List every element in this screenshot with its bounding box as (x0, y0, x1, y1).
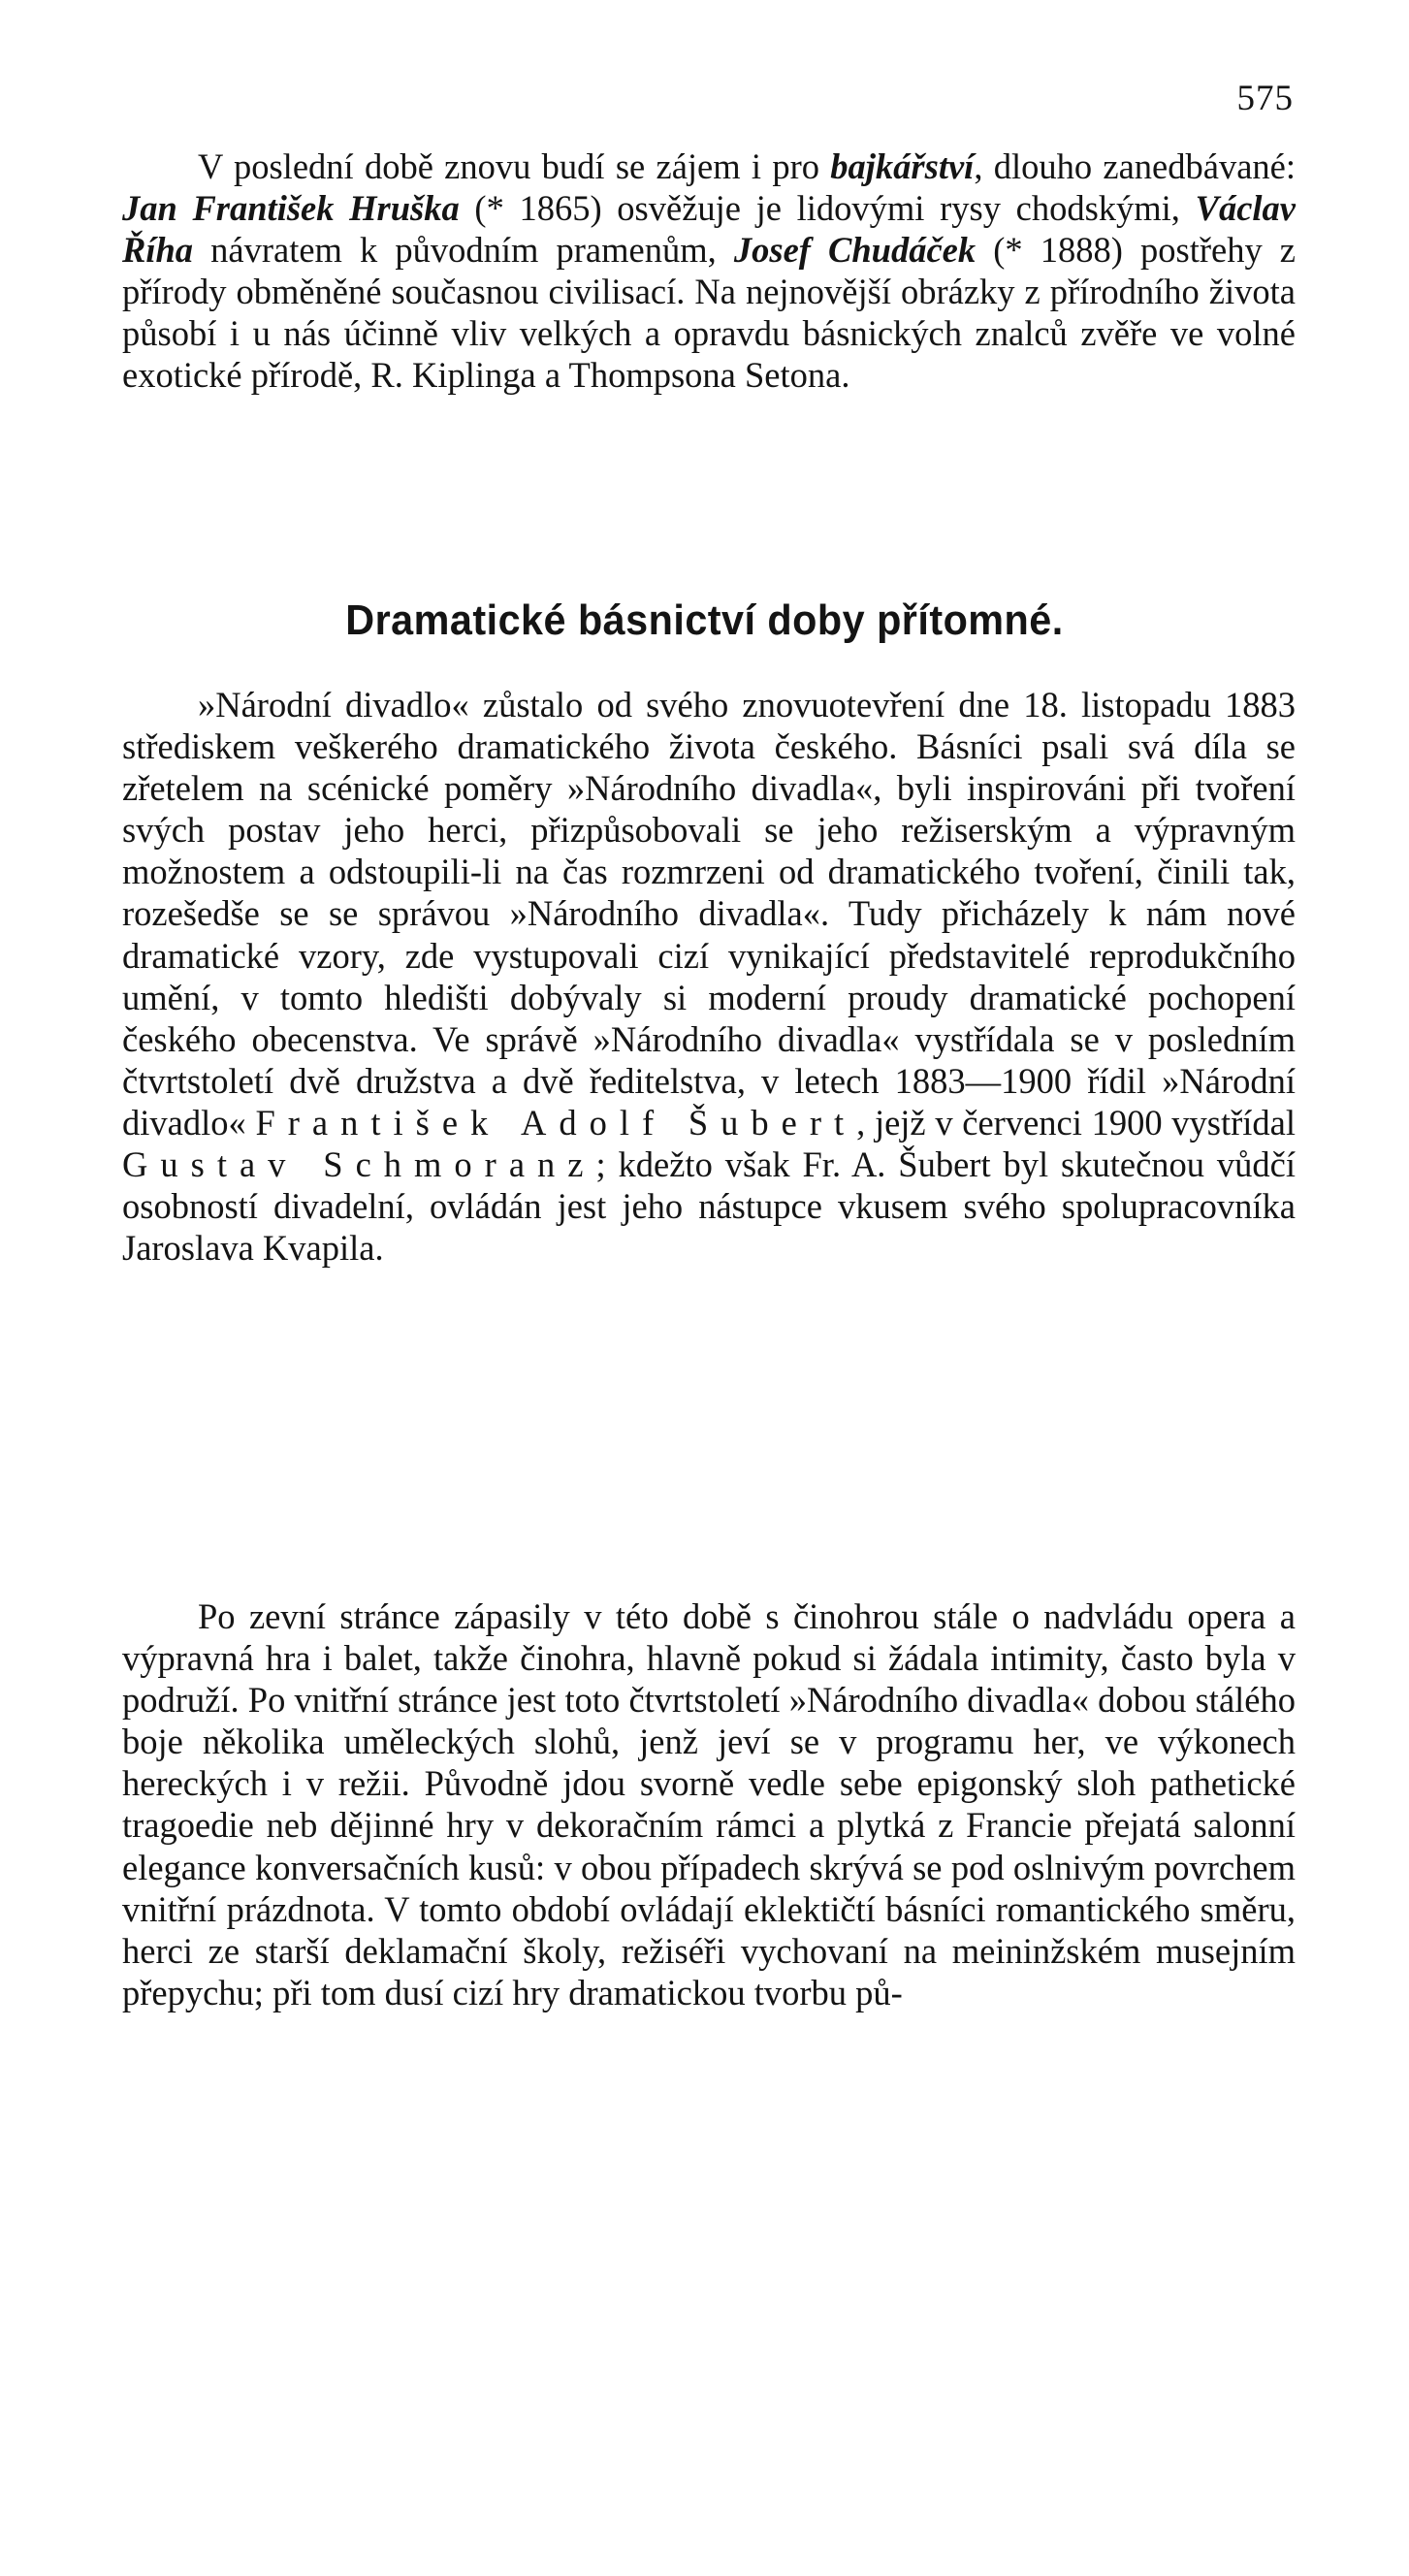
text: (* 1865) osvěžuje je lidovými rysy chodskými, (459, 188, 1196, 229)
text: návratem k původním pramenům, (193, 230, 734, 271)
text: ; kdežto však Fr. A. Šubert byl skutečnou vůdčí osobností divadelní, ovládán jest jeho nástupce vkusem svého spolupracovníka Jaroslava Kvapila. (122, 1144, 1296, 1269)
paragraph-drama-styles (122, 1595, 1296, 2013)
text: Po zevní stránce zápasily v této době s činohrou stále o nadvládu opera a výpravná hra i balet, takže činohra, hlavně pokud si žádala intimity, často byla v podruží. Po vnitřní stránce jest toto čtvrtstoletí »Národního divadla« dobou stálého boje několika uměleckých slohů, jenž jeví se v programu her, ve výkonech hereckých i v režii. Původně jdou svorně vedle sebe epigonský sloh pathetické tragoedie neb dějinné hry v dekoračním rámci a plytká z Francie přejatá salonní elegance konversačních kusů: v obou případech skrývá se pod oslnivým povrchem vnitřní prázdnota. V tomto období ovládají eklektičtí básníci romantického směru, herci ze starší deklamační školy, režiséři vychovaní na meininžském musejním přepychu; při tom dusí cizí hry dramatickou tvorbu pů- (122, 1596, 1296, 2012)
text: V poslední době znovu budí se zájem i pro (198, 146, 831, 186)
page-number: 575 (1236, 79, 1294, 118)
text: (* 1888) postřehy z přírody obměněné současnou civilisací. Na nejnovější obrázky z přírodního života působí i u nás účinně vliv velkých a opravdu básnických znalců zvěře ve volné exotické přírodě, R. Kiplinga a Thompsona Setona. (122, 230, 1296, 396)
text: »Národní divadlo« zůstalo od svého znovuotevření dne 18. listopadu 1883 střediskem veškerého dramatického života českého. Básníci psali svá díla se zřetelem na scénické poměry »Národního divadla«, byli inspirováni při tvoření svých postav jeho herci, přizpůsobovali se jeho režiserským a výpravným možnostem a odstoupili-li na čas rozmrzeni od dramatického tvoření, činili tak, rozešedše se se správou »Národního divadla«. Tudy přicházely k nám nové dramatické vzory, zde vystupovali cizí vynikající představitelé reprodukčního umění, v tomto hledišti dobývaly si moderní proudy dramatické pochopení českého obecenstva. Ve správě »Národního divadla« vystřídala se v posledním čtvrtstoletí dvě družstva a dvě ředitelstva, v letech 1883—1900 řídil »Národní divadlo« (122, 685, 1296, 1143)
emphasis-term: bajkářství (830, 146, 975, 186)
author-name: Václav Říha (122, 188, 1296, 271)
author-name: Jan František Hruška (122, 188, 460, 229)
paragraph-national-theatre (122, 684, 1296, 1269)
spaced-name: Gustav Schmoranz (122, 1144, 596, 1185)
text: , dlouho zanedbávané: (974, 146, 1296, 186)
text: , jejž v červenci 1900 vystřídal (856, 1102, 1297, 1143)
paragraph-fables (122, 145, 1296, 397)
author-name: Josef Chudáček (733, 230, 977, 271)
section-heading: Dramatické básnictví doby přítomné. (345, 596, 1064, 644)
spaced-name: František Adolf Šubert (255, 1102, 857, 1143)
